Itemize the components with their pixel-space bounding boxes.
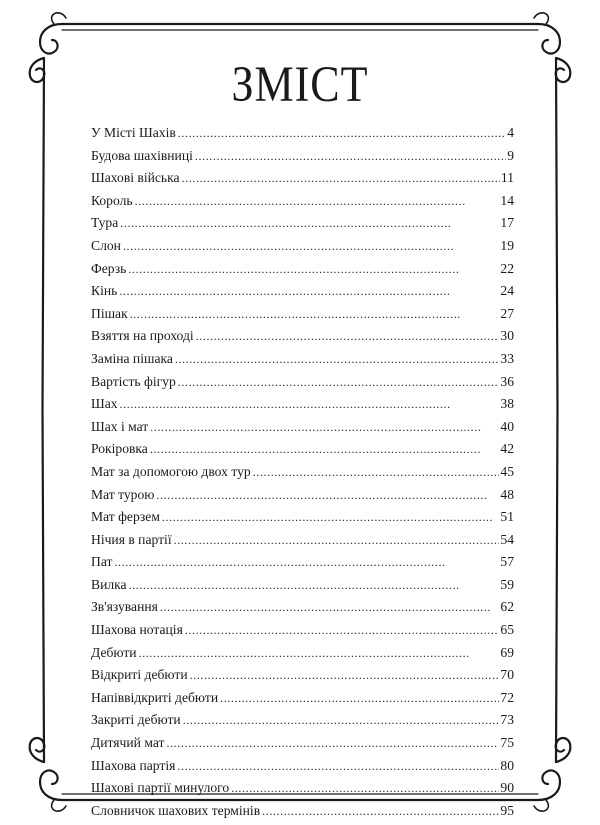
toc-dot-leader (162, 506, 499, 529)
scroll-curl-bottom-right (538, 738, 570, 800)
toc-entry (91, 393, 514, 416)
toc-dot-leader (174, 529, 500, 552)
toc-entry (91, 167, 514, 190)
toc-entry-page: 30 (500, 328, 514, 344)
toc-entry-page: 48 (500, 486, 514, 502)
toc-dot-leader (150, 416, 499, 439)
toc-dot-leader (135, 190, 500, 213)
toc-entry-title: У Місті Шахів (91, 125, 176, 140)
toc-entry-page: 65 (500, 622, 514, 638)
toc-dot-leader (185, 619, 500, 642)
toc-entry (91, 258, 514, 281)
toc-entry-page: 75 (500, 735, 514, 751)
toc-dot-leader (182, 167, 500, 190)
toc-entry-page: 73 (500, 712, 514, 728)
toc-entry-title: Відкриті дебюти (91, 667, 188, 683)
toc-dot-leader (129, 574, 500, 597)
toc-entry-title: Мат за допомогою двох тур (91, 463, 251, 479)
toc-dot-leader (120, 393, 500, 416)
toc-entry (91, 506, 514, 529)
toc-entry-page: 90 (500, 780, 514, 796)
toc-entry (91, 145, 514, 168)
toc-entry-title: Словничок шахових термінів (91, 802, 261, 818)
toc-entry (91, 348, 514, 371)
toc-entry-page: 9 (507, 147, 514, 163)
toc-entry (91, 574, 514, 597)
toc-entry (91, 732, 514, 755)
toc-entry-page: 33 (500, 350, 514, 366)
toc-entry (91, 303, 514, 326)
toc-entry (91, 461, 514, 484)
toc-entry-title: Дитячий мат (91, 735, 165, 751)
toc-entry-page: 40 (500, 418, 514, 434)
toc-entry-title: Вартість фігур (91, 373, 176, 389)
toc-entry (91, 190, 514, 213)
toc-dot-leader (139, 642, 500, 665)
toc-entry-page: 22 (500, 260, 514, 276)
toc-dot-leader (156, 484, 499, 507)
toc-entry-title: Рокіровка (91, 441, 148, 457)
toc-entry (91, 529, 514, 552)
toc-entry-title: Мат ферзем (91, 509, 160, 525)
toc-entry-title: Шахові партії минулого (91, 780, 230, 796)
toc-dot-leader (195, 145, 506, 168)
toc-entry-page: 62 (500, 599, 514, 615)
toc-entry-page: 14 (500, 192, 514, 208)
page-title: ЗМІСТ (231, 56, 369, 113)
toc-dot-leader (231, 777, 499, 800)
toc-entry-page: 19 (500, 237, 514, 253)
toc-dot-leader (190, 664, 500, 687)
toc-entry-page: 42 (500, 441, 514, 457)
toc-entry-page: 38 (500, 396, 514, 412)
toc-entry-title: Шах (91, 396, 118, 412)
toc-entry-title: Закриті дебюти (91, 712, 181, 728)
toc-entry (91, 596, 514, 619)
scroll-left-edge (43, 58, 45, 762)
toc-dot-leader (150, 438, 500, 461)
toc-entry-page: 69 (500, 644, 514, 660)
toc-entry-page: 45 (500, 463, 514, 479)
toc-dot-leader (262, 800, 499, 823)
toc-entry-title: Пішак (91, 305, 128, 321)
toc-entry-page: 70 (500, 667, 514, 683)
toc-dot-leader (177, 755, 499, 778)
toc-dot-leader (160, 596, 500, 619)
toc-entry (91, 212, 514, 235)
toc-entry (91, 235, 514, 258)
toc-entry (91, 416, 514, 439)
toc-entry-title: Пат (91, 554, 113, 570)
toc-dot-leader (120, 212, 499, 235)
toc-dot-leader (114, 551, 499, 574)
toc-dot-leader (196, 325, 500, 348)
toc-entry-title: Будова шахівниці (91, 147, 193, 163)
toc-dot-leader (183, 709, 500, 732)
toc-entry-title: Шах і мат (91, 418, 149, 434)
scroll-right-edge (556, 58, 558, 762)
toc-entry-title: Зв'язування (91, 599, 158, 615)
toc-entry-page: 24 (500, 283, 514, 299)
toc-entry-title: Напіввідкриті дебюти (91, 689, 219, 705)
toc-entry-page: 36 (500, 373, 514, 389)
toc-entry-title: Король (91, 192, 133, 208)
toc-entry (91, 280, 514, 303)
toc-dot-leader (119, 280, 499, 303)
toc-entry (91, 122, 514, 145)
toc-entry-title: Мат турою (91, 486, 155, 502)
toc-entry (91, 642, 514, 665)
toc-entry-title: Шахова нотація (91, 622, 183, 638)
toc-entry (91, 777, 514, 800)
toc-entry-page: 54 (500, 531, 514, 547)
toc-entry-title: Нічия в партії (91, 531, 172, 547)
toc-entry-page: 72 (500, 689, 514, 705)
toc-entry (91, 371, 514, 394)
toc-entry (91, 687, 514, 710)
toc-entry-title: Вилка (91, 576, 127, 592)
toc-entry (91, 325, 514, 348)
toc-entry-title: Шахова партія (91, 757, 176, 773)
toc-dot-leader (130, 303, 500, 326)
toc-entry-page: 27 (500, 305, 514, 321)
toc-entry-page: 11 (500, 170, 514, 186)
scroll-curl-bottom-left (30, 738, 62, 800)
toc-entry (91, 664, 514, 687)
toc-dot-leader (253, 461, 500, 484)
toc-entry-title: Дебюти (91, 644, 137, 660)
toc-entry (91, 484, 514, 507)
toc-entry-title: Тура (91, 215, 119, 231)
toc-entry-page: 95 (500, 802, 514, 818)
toc-entry (91, 800, 514, 823)
toc-dot-leader (166, 732, 499, 755)
toc-dot-leader (178, 371, 500, 394)
toc-entry (91, 551, 514, 574)
table-of-contents (91, 122, 514, 822)
toc-entry-title: Слон (91, 237, 121, 253)
toc-entry-page: 51 (500, 509, 514, 525)
toc-entry-title: Взяття на проході (91, 328, 194, 344)
toc-entry (91, 709, 514, 732)
toc-entry-title: Шахові війська (91, 170, 180, 186)
toc-dot-leader (128, 258, 499, 281)
toc-entry-title: Заміна пішака (91, 350, 173, 366)
toc-dot-leader (178, 122, 506, 145)
toc-dot-leader (175, 348, 499, 371)
toc-entry-title: Кінь (91, 283, 118, 299)
toc-entry (91, 755, 514, 778)
toc-dot-leader (220, 687, 499, 710)
toc-entry-page: 4 (507, 125, 514, 140)
toc-entry-page: 57 (500, 554, 514, 570)
toc-entry (91, 619, 514, 642)
toc-entry-page: 59 (500, 576, 514, 592)
toc-entry-page: 17 (500, 215, 514, 231)
toc-entry-title: Ферзь (91, 260, 127, 276)
toc-entry-page: 80 (500, 757, 514, 773)
toc-dot-leader (123, 235, 499, 258)
toc-entry (91, 438, 514, 461)
